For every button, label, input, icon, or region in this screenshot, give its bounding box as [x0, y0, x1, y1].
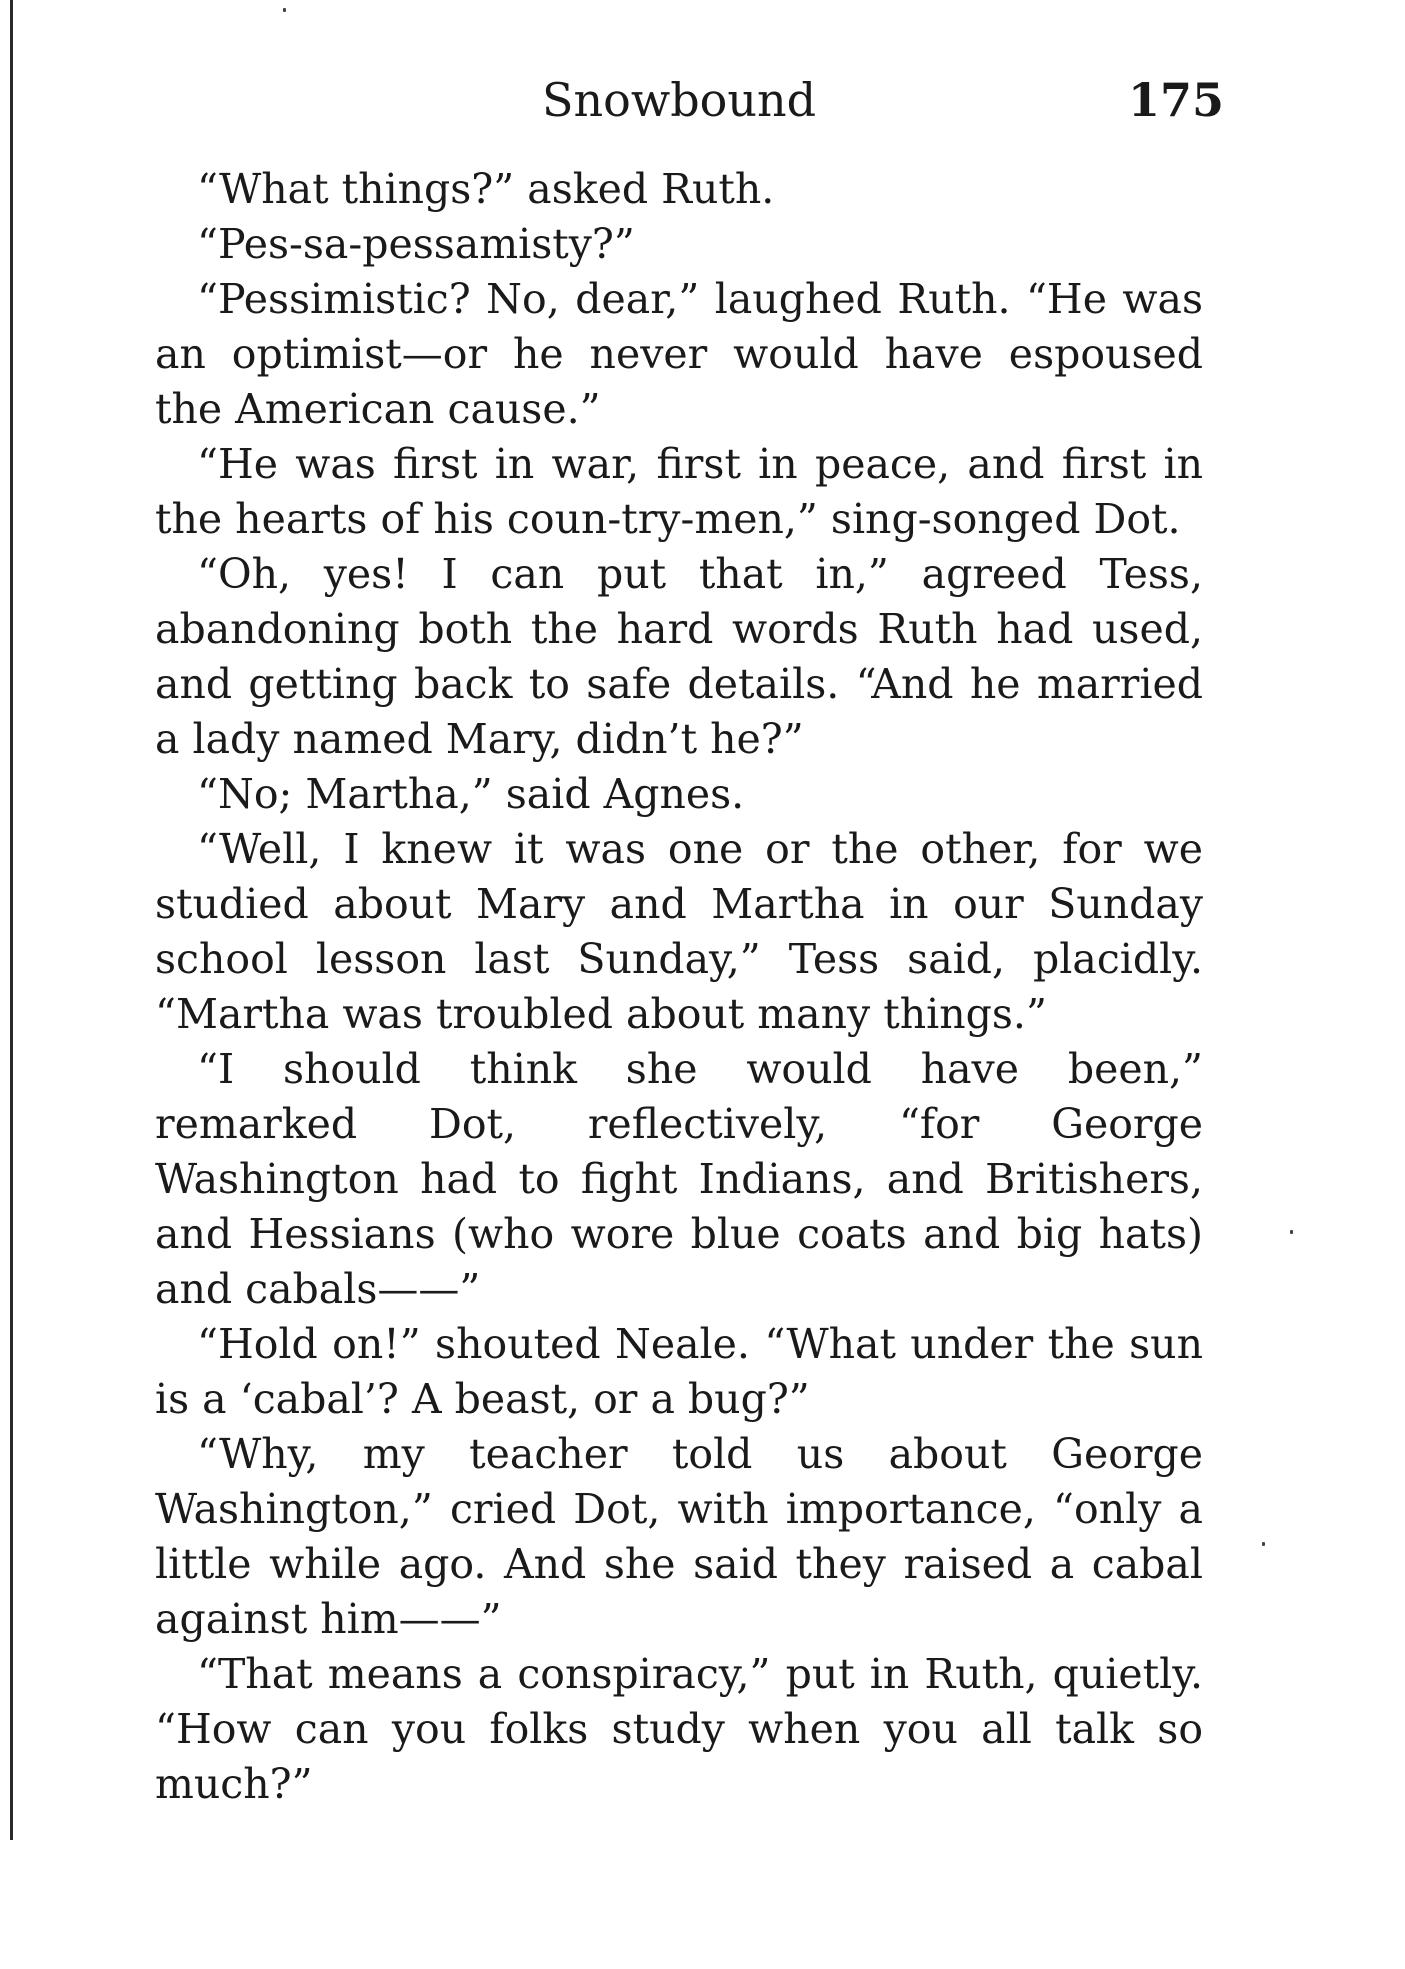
- body-text: [155, 162, 1203, 1812]
- page-header: [0, 70, 1405, 130]
- scan-speck: [283, 8, 286, 12]
- paragraph: “Oh, yes! I can put that in,” agreed Tess, abandoning both the hard words Ruth had used, and getting back to safe details. “And he married a lady named Mary, didn’t he?”: [155, 550, 1203, 763]
- page-number: 175: [1128, 73, 1225, 127]
- paragraph: “Hold on!” shouted Neale. “What under the sun is a ‘cabal’? A beast, or a bug?”: [155, 1320, 1203, 1423]
- paragraph: “No; Martha,” said Agnes.: [197, 770, 745, 818]
- scan-speck: [1290, 1230, 1293, 1234]
- paragraph: “Pes-sa-pessamisty?”: [197, 220, 635, 268]
- paragraph: “He was first in war, first in peace, and first in the hearts of his coun-try-men,” sing-songed Dot.: [155, 440, 1203, 543]
- paragraph: “That means a conspiracy,” put in Ruth, quietly. “How can you folks study when you all talk so much?”: [155, 1650, 1203, 1808]
- paragraph: “I should think she would have been,” remarked Dot, reflectively, “for George Washington had to fight Indians, and Britishers, and Hessians (who wore blue coats and big hats) and cabals——”: [155, 1045, 1203, 1313]
- paragraph: “Why, my teacher told us about George Washington,” cried Dot, with importance, “only a little while ago. And she said they raised a cabal against him——”: [155, 1430, 1203, 1643]
- scan-speck: [1262, 1542, 1265, 1546]
- paragraph: “Pessimistic? No, dear,” laughed Ruth. “He was an optimist—or he never would have espoused the American cause.”: [155, 275, 1203, 433]
- paragraph: “What things?” asked Ruth.: [197, 165, 775, 213]
- running-title: Snowbound: [542, 73, 817, 127]
- page-edge-line: [10, 0, 13, 1840]
- paragraph: “Well, I knew it was one or the other, for we studied about Mary and Martha in our Sunday school lesson last Sunday,” Tess said, placidly. “Martha was troubled about many things.”: [155, 825, 1203, 1038]
